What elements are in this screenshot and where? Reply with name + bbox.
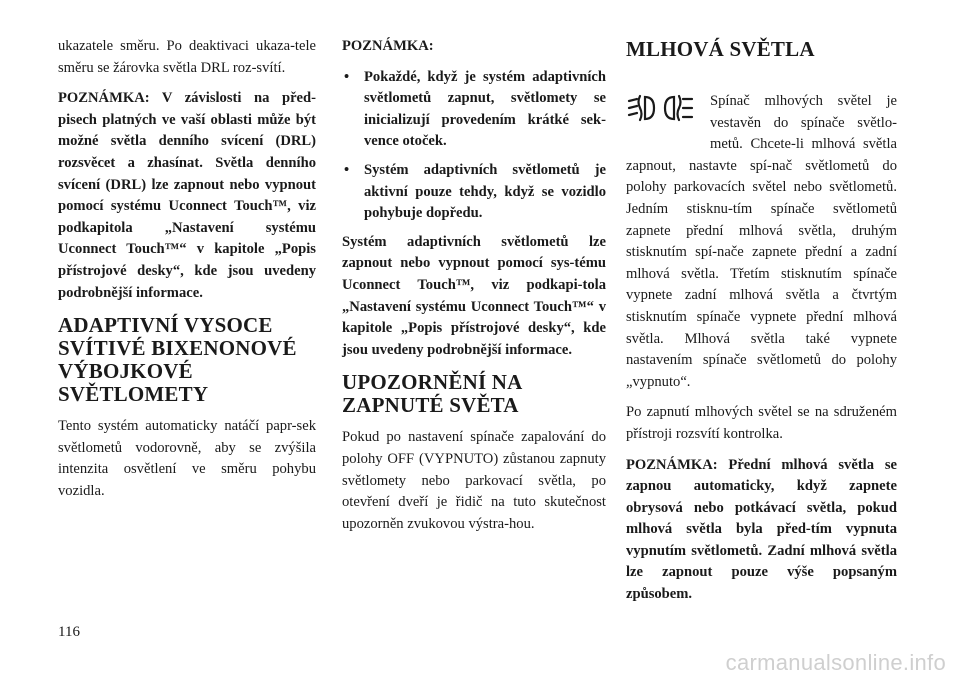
page-number: 116 (58, 624, 80, 640)
column-middle (342, 36, 606, 544)
heading-adaptive-headlights: ADAPTIVNÍ VYSOCE SVÍTIVÉ BIXENONOVÉ VÝBOJKOVÉ SVĚTLOMETY (58, 313, 297, 407)
paragraph-lights-warning: Pokud po nastavení spínače zapalování do polohy OFF (VYPNUTO) zůstanou zapnuty světlomety nebo parkovací světla, po otevření dveří je řidič na tuto skutečnost upozorněn zvukovou výstra-hou. (342, 429, 606, 532)
note-fog-auto: POZNÁMKA: Přední mlhová světla se zapnou automaticky, když zapnete obrysová nebo potkávací světla, pokud mlhová světla byla před-tím vypnuta vypnutím světlometů. Zadní mlhová světla lze zapnout pouze výše popsaným způsobem. (626, 456, 897, 603)
column-left (58, 36, 316, 512)
fog-light-icon (626, 91, 706, 141)
list-item: • Systém adaptivních světlometů je aktivní pouze tehdy, když se vozidlo pohybuje dopředu. (342, 160, 606, 225)
note-drl: POZNÁMKA: V závislosti na před-pisech platných ve vaší oblasti může být možné světla denního svícení (DRL) rozsvěcet a zhasínat. Světla denního svícení (DRL) lze zapnout nebo vypnout pomocí systému Uconnect Touch™, viz podkapitola „Nastavení systému Uconnect Touch™“ v kapitole „Popis přístrojové desky“, kde jsou uvedeny podrobnější informace. (58, 90, 316, 301)
heading-lights-on-warning: UPOZORNĚNÍ NA ZAPNUTÉ SVĚTA (342, 370, 522, 418)
paragraph-adaptive-description: Tento systém automaticky natáčí papr-sek světlometů vodorovně, aby se zvýšila intenzita osvětlení ve směru pohybu vozidla. (58, 418, 316, 499)
note-bullet-list (342, 67, 606, 225)
paragraph-drl-intro: ukazatele směru. Po deaktivaci ukaza-tele směru se žárovka světla DRL roz-svítí. (58, 38, 316, 76)
note-title: POZNÁMKA: (342, 38, 434, 54)
watermark: carmanualsonline.info (725, 650, 946, 675)
heading-fog-lights: MLHOVÁ SVĚTLA (626, 37, 815, 61)
note-adaptive-toggle: Systém adaptivních světlometů lze zapnout nebo vypnout pomocí sys-tému Uconnect Touch™, viz podkapi-tola „Nastavení systému Uconnect Touch™“ v kapitole „Popis přístrojové desky“, kde jsou uvedeny podrobnější informace. (342, 233, 606, 358)
paragraph-fog-switch: Spínač mlhových světel je vestavěn do spínače světlo-metů. Chcete-li mlhová světla zapnout, nastavte spí-nač světlometů do polohy parkovacích světel nebo světlometů. Jedním stisknu-tím spínače světlometů zapnete přední mlhová světla, druhým stisknutím spí-nače zapnete přední a zadní mlhová světla. Třetím stisknutím spínače vypnete zadní mlhová světla a čtvrtým stisknutím spínače vypnete přední mlhová světla. Mlhová světla také vypnete nastavením spínače světlometů do polohy „vypnuto“. (626, 93, 897, 390)
list-item: • Pokaždé, když je systém adaptivních světlometů zapnut, světlomety se inicializují provedením krátké sek-vence otoček. (342, 67, 606, 153)
column-right (626, 36, 897, 615)
paragraph-fog-indicator: Po zapnutí mlhových světel se na sdruženém přístroji rozsvítí kontrolka. (626, 404, 897, 442)
fog-light-icon-graphic (626, 93, 706, 123)
